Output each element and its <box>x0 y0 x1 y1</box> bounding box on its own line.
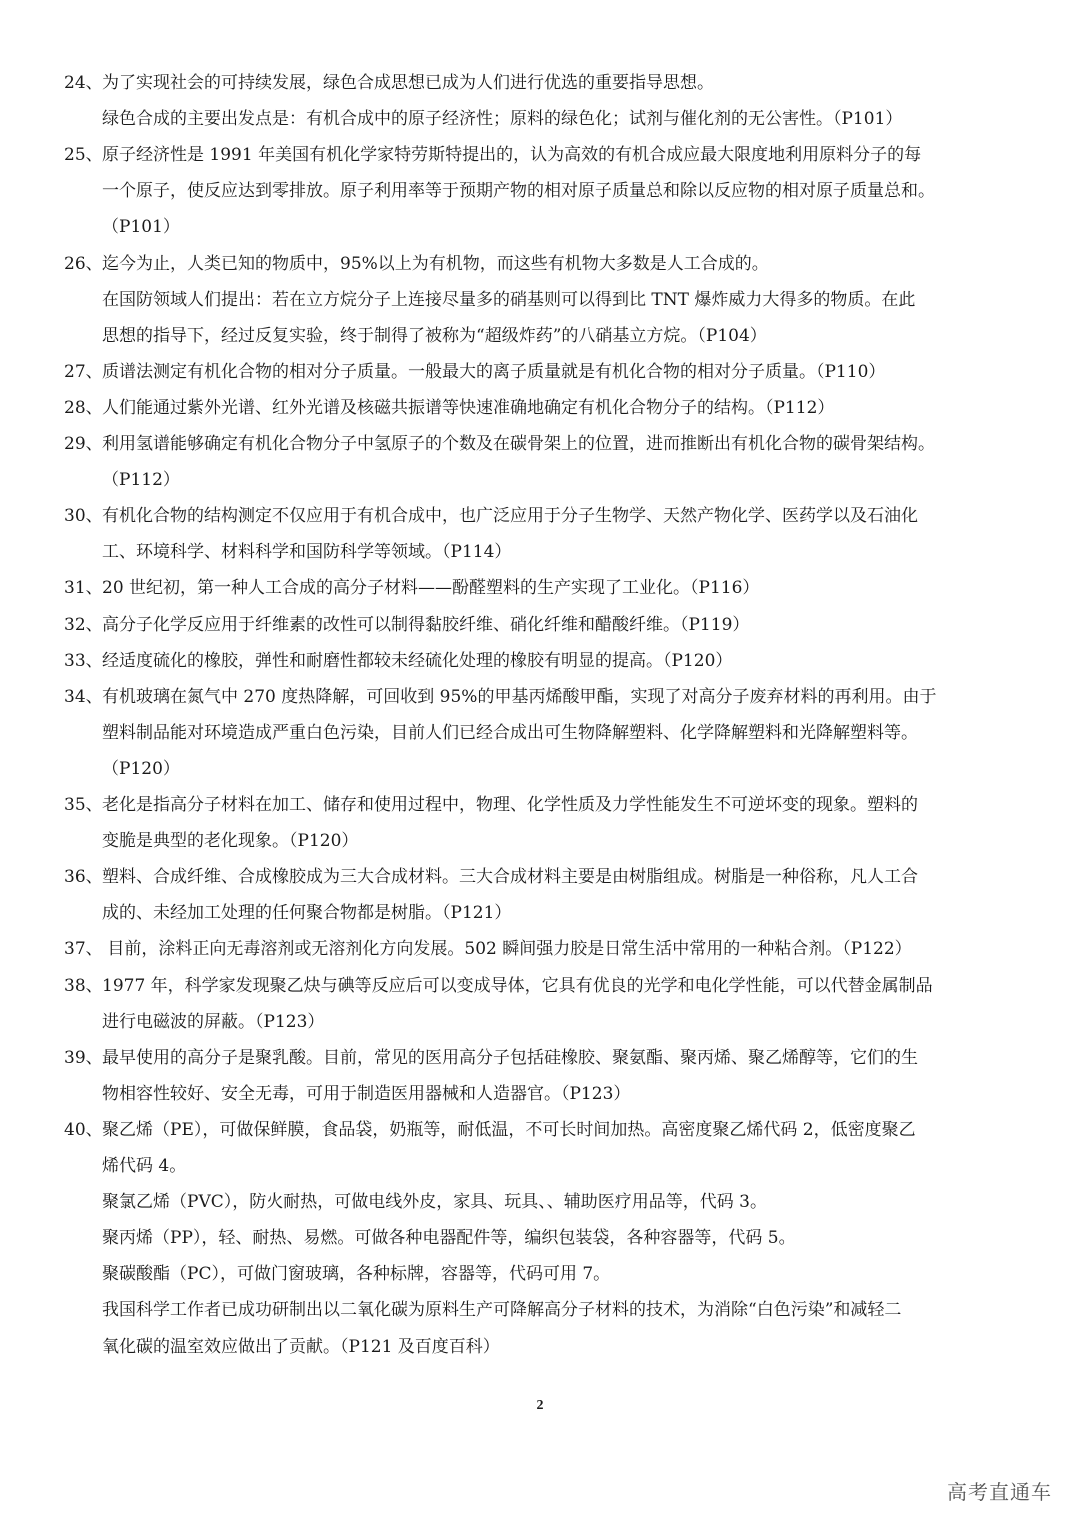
item-number: 24、 <box>64 73 103 93</box>
item-text: 目前，涂料正向无毒溶剂或无溶剂化方向发展。502 瞬间强力胶是日常生活中常用的一种粘合剂。（P122） <box>102 939 912 960</box>
item-number: 33、 <box>64 650 103 671</box>
item-number: 36、 <box>64 867 103 888</box>
item-text: 高分子化学反应用于纤维素的改性可以制得黏胶纤维、硝化纤维和醋酸纤维。（P119） <box>102 614 750 635</box>
item-39-line <box>64 1046 918 1070</box>
item-26-line <box>102 324 767 348</box>
item-text: 我国科学工作者已成功研制出以二氧化碳为原料生产可降解高分子材料的技术，为消除“白色污染”和减轻二 <box>102 1300 902 1321</box>
item-text: 聚氯乙烯（PVC），防火耐热，可做电线外皮，家具、玩具、、辅助医疗用品等，代码 3。 <box>102 1192 767 1213</box>
item-40-line <box>102 1335 500 1359</box>
item-text: 质谱法测定有机化合物的相对分子质量。一般最大的离子质量就是有机化合物的相对分子质量。（P110） <box>102 361 886 382</box>
item-text: 老化是指高分子材料在加工、储存和使用过程中，物理、化学性质及力学性能发生不可逆坏变的现象。塑料的 <box>102 795 918 815</box>
item-40-line <box>102 1262 610 1286</box>
item-40-line <box>102 1226 796 1250</box>
item-26-line <box>102 288 915 312</box>
item-40-line <box>64 1118 916 1142</box>
item-37-line <box>64 937 912 961</box>
item-text: 有机玻璃在氮气中 270 度热降解，可回收到 95%的甲基丙烯酸甲酯，实现了对高分子废弃材料的再利用。由于 <box>102 686 937 707</box>
item-25-line <box>64 143 921 167</box>
item-text: 塑料、合成纤维、合成橡胶成为三大合成材料。三大合成材料主要是由树脂组成。树脂是一种俗称，凡人工合 <box>102 867 918 888</box>
item-38-line <box>102 1010 324 1034</box>
item-27-line <box>64 360 885 384</box>
item-36-line <box>64 865 918 889</box>
item-text: 聚乙烯（PE），可做保鲜膜，食品袋，奶瓶等，耐低温，不可长时间加热。高密度聚乙烯代码 2，低密度聚乙 <box>102 1119 916 1140</box>
item-40-line <box>102 1154 186 1178</box>
item-number: 31、 <box>64 578 103 599</box>
item-31-line <box>64 576 759 600</box>
item-28-line <box>64 396 834 420</box>
item-text: 聚碳酸酯（PC），可做门窗玻璃，各种标牌，容器等，代码可用 7。 <box>102 1264 611 1285</box>
item-text: （P120） <box>102 758 180 779</box>
item-text: （P101） <box>102 217 180 238</box>
item-number: 25、 <box>64 145 103 166</box>
item-38-line <box>64 974 933 998</box>
item-text: 1977 年，科学家发现聚乙炔与碘等反应后可以变成导体，它具有优良的光学和电化学性能，可以代替金属制品 <box>102 975 933 996</box>
item-text: 有机化合物的结构测定不仅应用于有机合成中，也广泛应用于分子生物学、天然产物化学、医药学以及石油化 <box>102 506 918 527</box>
item-text: 经适度硫化的橡胶，弹性和耐磨性都较未经硫化处理的橡胶有明显的提高。（P120） <box>102 650 733 671</box>
item-text: 绿色合成的主要出发点是：有机合成中的原子经济性；原料的绿色化；试剂与催化剂的无公害性。（P101） <box>102 109 903 130</box>
item-24-line <box>64 71 714 95</box>
item-text: 迄今为止，人类已知的物质中，95%以上为有机物，而这些有机物大多数是人工合成的。 <box>102 253 769 274</box>
item-text: 一个原子，使反应达到零排放。原子利用率等于预期产物的相对原子质量总和除以反应物的相对原子质量总和。 <box>102 181 935 202</box>
item-text: 原子经济性是 1991 年美国有机化学家特劳斯特提出的，认为高效的有机合成应最大限度地利用原料分子的每 <box>102 145 922 166</box>
item-number: 38、 <box>64 975 103 996</box>
item-number: 40、 <box>64 1119 103 1140</box>
item-30-line <box>102 540 511 564</box>
item-number: 28、 <box>64 397 103 418</box>
item-30-line <box>64 504 918 528</box>
item-32-line <box>64 613 749 637</box>
item-text: 20 世纪初，第一种人工合成的高分子材料——酚醛塑料的生产实现了工业化。（P116） <box>102 578 760 599</box>
item-25-line <box>102 179 935 203</box>
item-text: 烯代码 4。 <box>102 1156 187 1176</box>
item-29-line <box>64 432 935 456</box>
item-text: 为了实现社会的可持续发展，绿色合成思想已成为人们进行优选的重要指导思想。 <box>102 73 714 93</box>
item-text: 最早使用的高分子是聚乳酸。目前，常见的医用高分子包括硅橡胶、聚氨酯、聚丙烯、聚乙烯醇等，它们的生 <box>102 1047 918 1068</box>
item-text: 物相容性较好、安全无毒，可用于制造医用器械和人造器官。（P123） <box>102 1083 631 1104</box>
item-number: 30、 <box>64 506 103 527</box>
watermark: 高考直通车 <box>947 1480 1052 1504</box>
item-36-line <box>102 901 511 925</box>
item-34-line <box>102 757 180 781</box>
item-24-line <box>102 107 902 131</box>
item-39-line <box>102 1082 630 1106</box>
item-35-line <box>64 793 918 817</box>
item-text: 成的、未经加工处理的任何聚合物都是树脂。（P121） <box>102 903 512 924</box>
item-text: （P112） <box>102 470 180 491</box>
item-34-line <box>64 685 936 709</box>
item-number: 35、 <box>64 795 103 815</box>
item-text: 变脆是典型的老化现象。（P120） <box>102 831 359 852</box>
page-number: 2 <box>536 1398 544 1413</box>
item-40-line <box>102 1190 767 1214</box>
item-number: 27、 <box>64 361 103 382</box>
item-text: 利用氢谱能够确定有机化合物分子中氢原子的个数及在碳骨架上的位置，进而推断出有机化合物的碳骨架结构。 <box>102 434 935 454</box>
item-text: 氧化碳的温室效应做出了贡献。（P121 及百度百科） <box>102 1336 500 1357</box>
item-34-line <box>102 721 918 745</box>
item-number: 37、 <box>64 939 103 960</box>
item-number: 39、 <box>64 1047 103 1068</box>
item-33-line <box>64 649 732 673</box>
item-text: 思想的指导下，经过反复实验，终于制得了被称为“超级炸药”的八硝基立方烷。（P104） <box>102 325 767 346</box>
item-text: 工、环境科学、材料科学和国防科学等领域。（P114） <box>102 542 512 563</box>
item-text: 进行电磁波的屏蔽。（P123） <box>102 1011 325 1032</box>
item-number: 26、 <box>64 253 103 274</box>
item-text: 聚丙烯（PP），轻、耐热、易燃。可做各种电器配件等，编织包装袋，各种容器等，代码 5。 <box>102 1228 796 1249</box>
item-text: 塑料制品能对环境造成严重白色污染，目前人们已经合成出可生物降解塑料、化学降解塑料和光降解塑料等。 <box>102 722 918 743</box>
item-35-line <box>102 829 358 853</box>
item-number: 32、 <box>64 614 103 635</box>
item-29-line <box>102 468 180 492</box>
item-number: 34、 <box>64 686 103 707</box>
item-26-line <box>64 252 769 276</box>
item-text: 人们能通过紫外光谱、红外光谱及核磁共振谱等快速准确地确定有机化合物分子的结构。（P112） <box>102 397 835 418</box>
item-text: 在国防领域人们提出：若在立方烷分子上连接尽量多的硝基则可以得到比 TNT 爆炸威力大得多的物质。在此 <box>102 289 916 310</box>
item-25-line <box>102 215 180 239</box>
item-number: 29、 <box>64 434 103 454</box>
item-40-line <box>102 1298 901 1322</box>
